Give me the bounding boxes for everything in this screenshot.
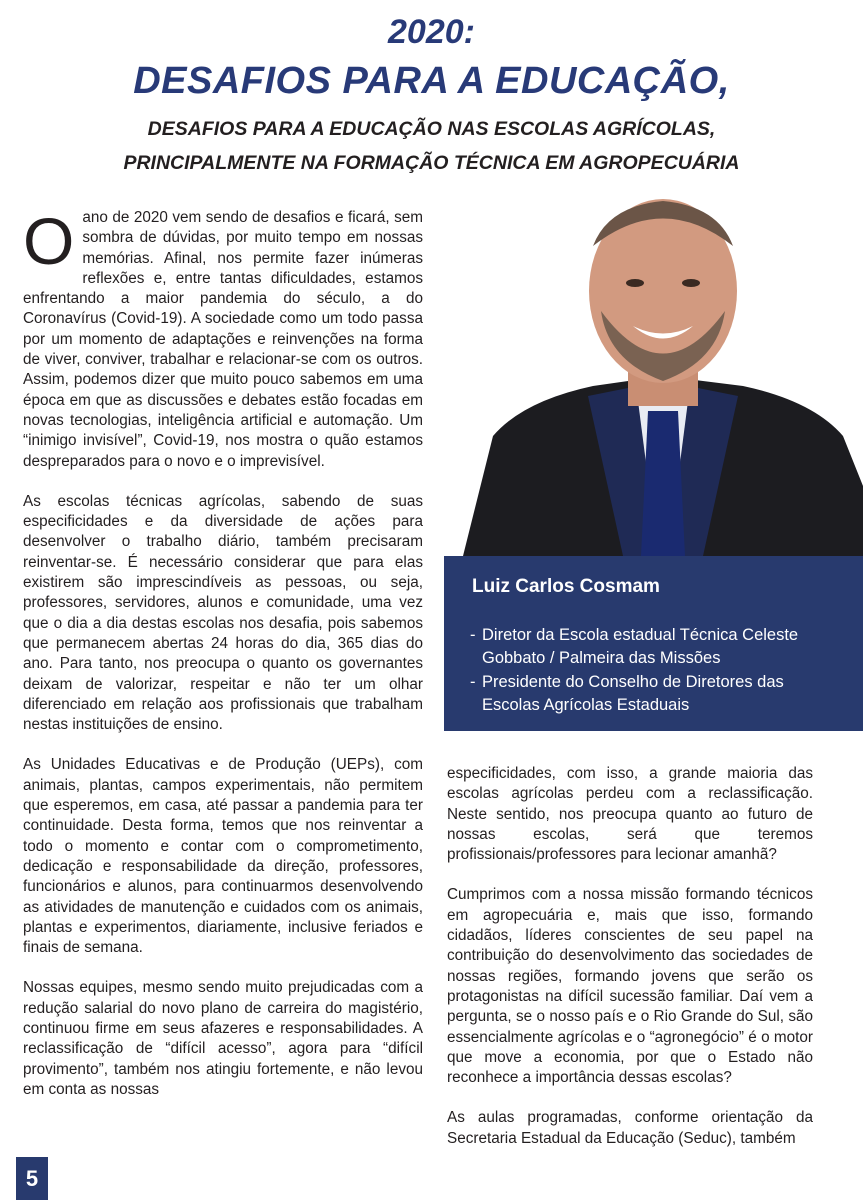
author-role-2 [470,671,850,717]
drop-cap: O [23,204,75,278]
subtitle-line-1: DESAFIOS PARA A EDUCAÇÃO NAS ESCOLAS AGRÍCOLAS, [147,118,716,140]
author-bio-box [444,556,863,731]
title-year: 2020: [388,13,475,51]
role-1-dash: - [470,626,476,644]
paragraph-4: Nossas equipes, mesmo sendo muito prejudicadas com a redução salarial do novo plano de carreira do magistério, continuou firme em seus afazeres e responsabilidades. A reclassificação de “difícil acesso”, agora para “difícil provimento”, também nos atingiu fortemente, e não levou em conta as nossas [23,979,423,1098]
author-photo [463,186,863,556]
paragraph-5: especificidades, com isso, a grande maioria das escolas agrícolas perdeu com a reclassificação. Neste sentido, nos preocupa quanto ao futuro de nossas escolas, será que teremos profissionais/professores para lecionar amanhã? [447,765,813,864]
paragraph-6: Cumprimos com a nossa missão formando técnicos em agropecuária e, mais que isso, formando cidadãos, líderes conscientes de seu papel na contribuição do desenvolvimento das sociedades de nossas regiões, formando jovens que serão os protagonistas na difícil sucessão familiar. Daí vem a pergunta, se o nosso país e o Rio Grande do Sul, são essencialmente agrícolas e o “agronegócio” é o motor que move a economia, por que o Estado não reconhece a importância dessas escolas? [447,886,813,1087]
article-right-column [447,764,813,1169]
role-2-line-2: Escolas Agrícolas Estaduais [482,696,690,714]
article-left-column [23,204,423,1120]
role-2-line-1: Presidente do Conselho de Diretores das [482,673,784,691]
role-1-line-1: Diretor da Escola estadual Técnica Celeste [482,626,799,644]
paragraph-7: As aulas programadas, conforme orientação da Secretaria Estadual da Educação (Seduc), também [447,1109,813,1147]
subtitle-line-2: PRINCIPALMENTE NA FORMAÇÃO TÉCNICA EM AGROPECUÁRIA [123,152,740,174]
page-number: 5 [16,1157,48,1200]
paragraph-1 [23,204,423,472]
role-2-dash: - [470,673,476,691]
paragraph-1-text: ano de 2020 vem sendo de desafios e ficará, sem sombra de dúvidas, por muito tempo em nossas memórias. Afinal, nos permite fazer inúmeras reflexões e, entre tantas dificuldades, estamos enfrentando a maior pandemia do século, a do Coronavírus (Covid-19). A sociedade como um todo passa por um momento de adaptações e reinvenções na forma de viver, conviver, trabalhar e relacionar-se com os outros. Assim, podemos dizer que muito pouco sabemos em uma época em que as discussões e debates estão focadas em novas tecnologias, inteligência artificial e automação. Um “inimigo invisível”, Covid-19, nos mostra o quão estamos despreparados para o novo e o imprevisível. [23,209,423,470]
paragraph-2: As escolas técnicas agrícolas, sabendo de suas especificidades e da diversidade de ações para desenvolver o trabalho diário, também precisaram reinventar-se. É necessário considerar que para elas existirem são imprescindíveis as pessoas, ou seja, professores, servidores, alunos e comunidade, uma vez que o dia a dia destas escolas nos desafia, pois sabemos que permanecem abertas 24 horas do dia, 365 dias do ano. Para tanto, nos preocupa o quanto os governantes deixam de valorizar, respeitar e não ter um olhar diferenciado em relação aos profissionais que trabalham nestas instituições de ensino. [23,492,423,734]
paragraph-3: As Unidades Educativas e de Produção (UEPs), com animais, plantas, campos experimentais, não permitem que esperemos, em casa, até passar a pandemia para ter continuidade. Desta forma, temos que nos reinventar a todo o momento e contar com o comprometimento, dedicação e responsabilidade da direção, professores, funcionários e alunos, para continuarmos desenvolvendo as atividades de manutenção e cuidados com os animais, plantas e experimentos, diariamente, inclusive feriados e finais de semana. [23,756,423,957]
author-role-1 [470,624,850,670]
author-name: Luiz Carlos Cosmam [472,576,660,597]
page-title: DESAFIOS PARA A EDUCAÇÃO, [133,60,730,102]
role-1-line-2: Gobbato / Palmeira das Missões [482,649,721,667]
